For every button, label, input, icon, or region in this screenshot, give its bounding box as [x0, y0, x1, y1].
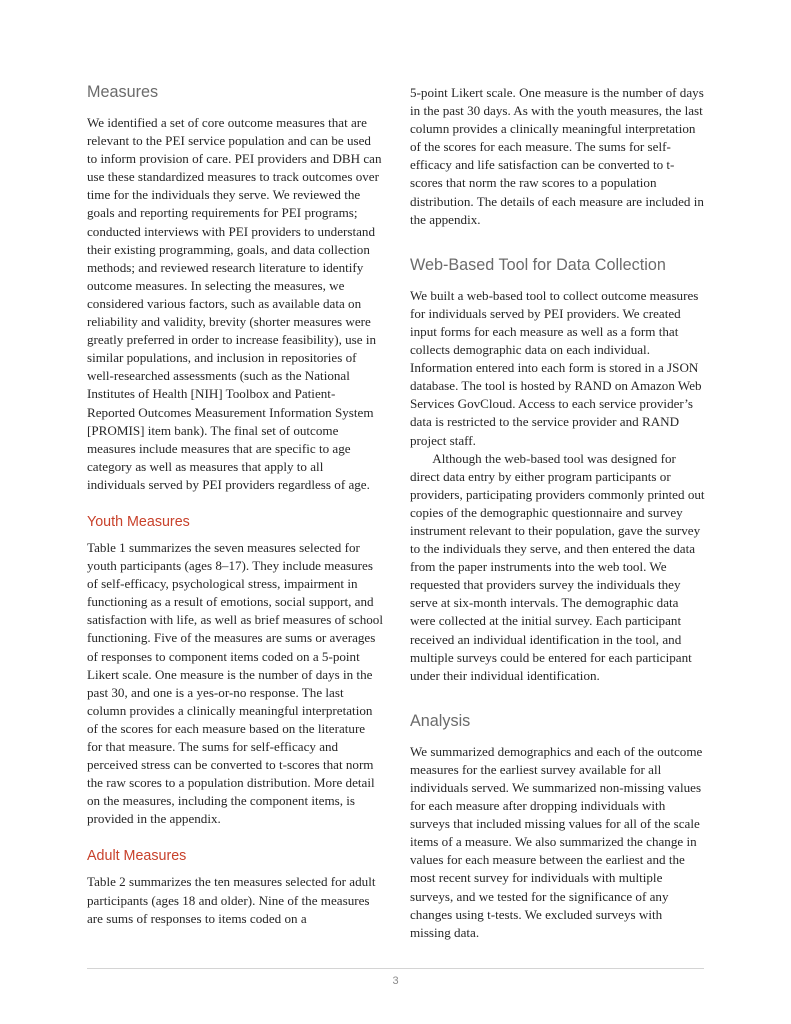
analysis-heading: Analysis: [410, 711, 471, 730]
adult-measures-paragraph: Table 2 summarizes the ten measures selected for adult participants (ages 18 and older). Nine of the measures are sums of responses to items coded on a: [87, 874, 376, 926]
web-tool-paragraph-1: We built a web-based tool to collect outcome measures for individuals served by PEI providers. We created input forms for each measure as well as a form that collects demographic data on each individual. Information entered into each form is stored in a JSON database. The tool is hosted by RAND on Amazon Web Services GovCloud. Access to each service provider’s data is restricted to the service provider and RAND project staff.: [410, 287, 702, 448]
page-number: 3: [392, 975, 399, 987]
adult-measures-heading: Adult Measures: [87, 848, 187, 865]
youth-measures-paragraph: Table 1 summarizes the seven measures selected for youth participants (ages 8–17). They include measures of self-efficacy, psychological stress, impairment in functioning as a result of emotions, social support, and satisfaction with life, as well as brief measures of school functioning. Five of the measures are sums or averages of responses to component items coded on a 5-point Likert scale. One measure is the number of days in the past 30, and one is a yes-or-no response. The last column provides a clinically meaningful interpretation of the scores for each measure based on the literature for that measure. The sums for self-efficacy and perceived stress can be converted to t-scores that norm the raw scores to a population distribution. More detail on the measures, including the component items, is provided in the appendix.: [87, 539, 383, 827]
footer-divider: [87, 968, 704, 969]
youth-measures-heading: Youth Measures: [87, 513, 190, 530]
analysis-paragraph: We summarized demographics and each of the outcome measures for the earliest survey available for all individuals served. We summarized non-missing values for each measure after dropping individuals with surveys that included missing values for all of the scale items of a measure. We also summarized the change in values for each measure between the earliest and the most recent survey for individuals with multiple surveys, and we tested for the significance of any changes using t-tests. We excluded surveys with missing data.: [410, 743, 703, 940]
web-tool-heading: Web-Based Tool for Data Collection: [410, 255, 666, 274]
left-column: [87, 82, 383, 928]
measures-heading: Measures: [87, 83, 159, 101]
adult-measures-continuation: 5-point Likert scale. One measure is the number of days in the past 30 days. As with the youth measures, the last column provides a clinically meaningful interpretation of the scores for each measure. The sums for self-efficacy and life satisfaction can be converted to t-scores that norm the raw scores to a population distribution. The details of each measure are included in the appendix.: [410, 85, 704, 227]
right-column: [410, 84, 706, 942]
measures-paragraph: We identified a set of core outcome measures that are relevant to the PEI service population and can be used to inform provision of care. PEI providers and DBH can use these standardized measures to track outcomes over time for the individuals they serve. We reviewed the goals and reporting requirements for PEI programs; conducted interviews with PEI providers to understand their existing programming, goals, and data collection methods; and reviewed research literature to identify outcome measures. In selecting the measures, we considered various factors, such as available data on reliability and validity, brevity (shorter measures were greatly preferred in order to increase feasibility), use in similar populations, and inclusion in repositories of well-researched assessments (such as the National Institutes of Health [NIH] Toolbox and Patient-Reported Outcomes Measurement Information System [PROMIS] item bank). The final set of outcome measures include measures that are specific to age category as well as measures that apply to all individuals served by PEI providers regardless of age.: [87, 115, 382, 492]
web-tool-paragraph-2: Although the web-based tool was designed for direct data entry by either program participants or providers, participating providers commonly printed out copies of the demographic questionnaire and survey instrument relevant to their population, gave the survey to the individuals they serve, and then entered the data from the paper instruments into the web tool. We requested that providers survey the individuals they serve at six-month intervals. The demographic data were collected at the initial survey. Each participant received an individual identification in the tool, and multiple surveys could be entered for each participant under their individual identification.: [410, 450, 705, 683]
